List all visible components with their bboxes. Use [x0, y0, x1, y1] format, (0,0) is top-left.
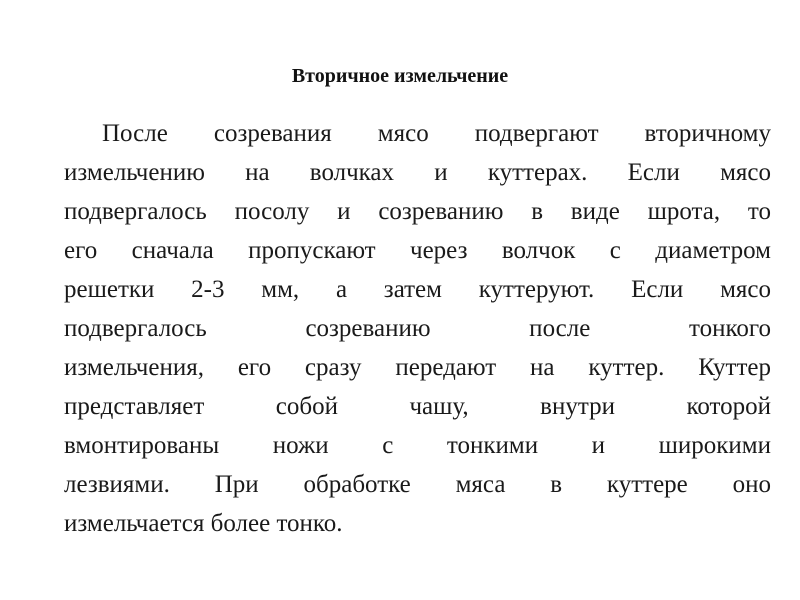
page-title: Вторичное измельчение [291, 65, 509, 87]
paragraph-line: решетки 2-3 мм, а затем куттеруют. Если мясо [64, 276, 771, 303]
paragraph-line: измельчению на волчках и куттерах. Если мясо [64, 159, 771, 186]
paragraph-line: подвергалось созреванию после тонкого [64, 315, 771, 342]
paragraph-line: измельчается более тонко. [64, 510, 343, 537]
paragraph-line: его сначала пропускают через волчок с диаметром [64, 237, 771, 264]
paragraph-line: измельчения, его сразу передают на куттер. Куттер [64, 354, 771, 381]
paragraph-line: После созревания мясо подвергают вторичному [102, 120, 771, 147]
paragraph-line: представляет собой чашу, внутри которой [64, 393, 771, 420]
paragraph-line: лезвиями. При обработке мяса в куттере оно [64, 471, 771, 498]
paragraph-line: подвергалось посолу и созреванию в виде шрота, то [64, 198, 771, 225]
paragraph-line: вмонтированы ножи с тонкими и широкими [64, 432, 771, 459]
body-paragraph [64, 114, 771, 543]
